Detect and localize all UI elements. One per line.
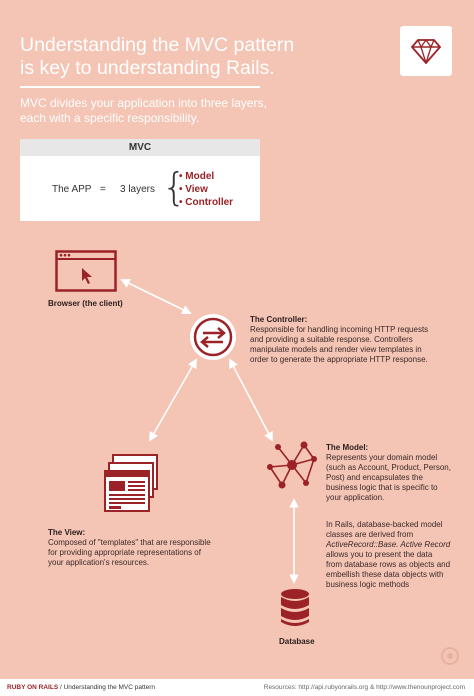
- controller-swap-icon: [189, 313, 237, 361]
- footer-left: [7, 679, 155, 696]
- title-line-1: Understanding the MVC pattern: [20, 34, 295, 56]
- browser-window-icon: [55, 250, 117, 292]
- view-desc-line: your application's resources.: [48, 558, 150, 567]
- arrow-browser-controller: [122, 280, 190, 313]
- model-desc2-line: from database rows as objects and: [326, 560, 451, 569]
- browser-label: Browser (the client): [48, 299, 123, 308]
- model-desc2-line: business logic methods: [326, 580, 410, 589]
- controller-description: [250, 325, 460, 365]
- intro-line-2: each with a specific responsibility.: [20, 111, 200, 125]
- model-desc-line: (such as Account, Product, Person,: [326, 463, 451, 472]
- arrow-controller-model: [230, 360, 272, 440]
- database-icon: [279, 588, 311, 628]
- curly-brace: {: [162, 165, 187, 209]
- model-title: The Model:: [326, 443, 369, 452]
- model-desc2-line: allows you to present the data: [326, 550, 433, 559]
- footer-page: / Understanding the MVC pattern: [58, 684, 156, 691]
- title-line-2: is key to understanding Rails.: [20, 57, 275, 79]
- footer-brand: RUBY ON RAILS: [7, 684, 59, 691]
- equals-sign: =: [100, 184, 106, 195]
- model-activerecord-description: [326, 520, 466, 590]
- three-layers-label: 3 layers: [120, 184, 156, 195]
- mvc-heading: MVC: [20, 139, 260, 156]
- layer-controller: • Controller: [179, 197, 234, 208]
- model-desc-line: business logic that is specific to: [326, 483, 438, 492]
- view-title: The View:: [48, 528, 86, 537]
- view-desc-line: Composed of "templates" that are responsible: [48, 538, 211, 547]
- controller-desc-line: manipulate models and render view templates in: [250, 345, 422, 354]
- model-desc-line: your application.: [326, 493, 385, 502]
- layer-model: • Model: [179, 171, 215, 182]
- controller-title: The Controller:: [250, 315, 308, 324]
- controller-desc-line: Responsible for handling incoming HTTP requests: [250, 325, 429, 334]
- layer-view: • View: [179, 184, 208, 195]
- controller-desc-line: and providing a suitable response. Controllers: [250, 335, 413, 344]
- model-desc-line: Represents your domain model: [326, 453, 438, 462]
- footer-resources: Resources: http://api.rubyonrails.org & http://www.thenounproject.com: [263, 684, 465, 691]
- arrow-controller-view: [150, 360, 196, 440]
- model-desc2-line: embellish these data objects with: [326, 570, 444, 579]
- corner-logo-icon: [440, 646, 460, 666]
- footer-bar: [0, 679, 474, 696]
- intro-line-1: MVC divides your application into three layers,: [20, 96, 267, 110]
- database-label: Database: [279, 637, 315, 646]
- model-description: [326, 453, 466, 503]
- view-desc-line: for providing appropriate representations of: [48, 548, 201, 557]
- model-desc2-line: ActiveRecord::Base. Active Record: [326, 540, 451, 549]
- model-desc2-line: classes are derived from: [326, 530, 414, 539]
- the-app-label: The APP: [52, 184, 92, 195]
- view-description: [48, 538, 248, 568]
- view-templates-icon: [103, 453, 161, 515]
- model-desc2-line: In Rails, database-backed model: [326, 520, 443, 529]
- model-network-icon: [264, 437, 320, 493]
- controller-desc-line: order to generate the appropriate HTTP response.: [250, 355, 428, 364]
- model-desc-line: Post) and encapsulates the: [326, 473, 423, 482]
